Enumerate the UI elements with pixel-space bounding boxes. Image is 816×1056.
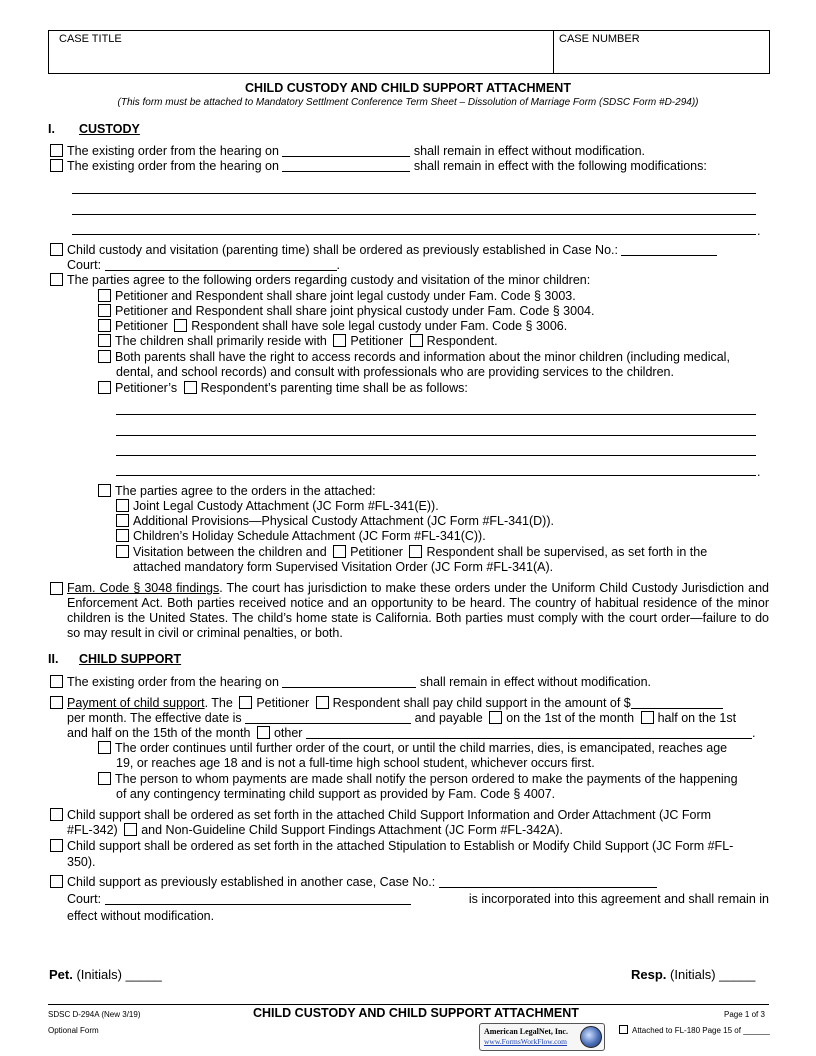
attached-to-fl180: Attached to FL-180 Page 15 of ______ xyxy=(619,1025,770,1035)
support-info-attachment-cont: #FL-342) and Non-Guideline Child Support Findings Attachment (JC Form #FL-342A). xyxy=(67,823,563,837)
checkbox[interactable] xyxy=(184,381,197,394)
support-stipulation-cont: 350). xyxy=(67,855,96,869)
case-number-label: CASE NUMBER xyxy=(559,33,640,45)
checkbox[interactable] xyxy=(50,808,63,821)
order-continues-cont: 19, or reaches age 18 and is not a full-time high school student, whichever occurs first. xyxy=(116,756,595,770)
form-subtitle: (This form must be attached to Mandatory Settlment Conference Term Sheet – Dissolution of Marriage Form (SDSC Form #D-294)) xyxy=(117,97,699,108)
support-info-attachment: Child support shall be ordered as set forth in the attached Child Support Information and Order Attachment (JC Form xyxy=(50,808,711,823)
custody-previous-case: Child custody and visitation (parenting time) shall be ordered as previously established in Case No.: xyxy=(50,243,717,258)
option-records-access: Both parents shall have the right to access records and information about the minor children (including medical, xyxy=(98,350,730,365)
attached-joint-legal: Joint Legal Custody Attachment (JC Form #FL-341(E)). xyxy=(116,499,439,514)
american-legalnet-logo[interactable]: American LegalNet, Inc. www.FormsWorkFlow.com xyxy=(479,1023,605,1051)
globe-icon xyxy=(580,1026,602,1048)
checkbox[interactable] xyxy=(50,144,63,157)
modification-line[interactable] xyxy=(72,234,756,235)
checkbox[interactable] xyxy=(50,243,63,256)
support-hearing-unmodified: The existing order from the hearing on shall remain in effect without modification. xyxy=(50,675,651,690)
checkbox[interactable] xyxy=(50,582,63,595)
checkbox[interactable] xyxy=(409,545,422,558)
custody-court-row: Court: . xyxy=(67,258,341,272)
custody-parties-agree: The parties agree to the following orders regarding custody and visitation of the minor children: xyxy=(50,273,590,288)
case-header-box xyxy=(48,30,770,74)
section-heading-child-support: CHILD SUPPORT xyxy=(79,652,182,666)
section-number: II. xyxy=(48,652,59,666)
checkbox[interactable] xyxy=(333,334,346,347)
notify-payor: The person to whom payments are made shall notify the person ordered to make the payments of the happening xyxy=(98,772,738,787)
footer-page: Page 1 of 3 xyxy=(724,1010,765,1019)
attached-additional-provisions: Additional Provisions—Physical Custody Attachment (JC Form #FL-341(D)). xyxy=(116,514,554,529)
payment-half-fifteenth-row: and half on the 15th of the month other . xyxy=(67,726,756,740)
fam-code-3048-findings: Fam. Code § 3048 findings. The court has jurisdiction to make these orders under the Uniform Child Custody Jurisdiction and Enforcement Act. Both parties received notice and an opportunity to be heard. The country of habitual residence of the minor children is the United States. The child’s home state is California. Both parties must comply with the court order—failure to do so may result in civil or criminal penalties, or both. xyxy=(67,581,770,640)
checkbox[interactable] xyxy=(98,334,111,347)
payment-of-child-support: Payment of child support. The Petitioner Respondent shall pay child support in the amount of $ xyxy=(50,696,723,711)
checkbox[interactable] xyxy=(50,875,63,888)
checkbox[interactable] xyxy=(98,304,111,317)
payment-effective-date-row: per month. The effective date is and payable on the 1st of the month half on the 1st xyxy=(67,711,737,725)
checkbox[interactable] xyxy=(98,484,111,497)
checkbox[interactable] xyxy=(98,350,111,363)
checkbox[interactable] xyxy=(50,273,63,286)
notify-payor-cont: of any contingency terminating child support as provided by Fam. Code § 4007. xyxy=(116,787,556,801)
checkbox[interactable] xyxy=(316,696,329,709)
order-continues: The order continues until further order of the court, or until the child marries, dies, is emancipated, reaches age xyxy=(98,741,727,756)
parenting-time-line[interactable] xyxy=(116,414,756,415)
custody-hearing-modified: The existing order from the hearing on shall remain in effect with the following modifications: xyxy=(50,159,707,174)
option-sole-legal: Petitioner Respondent shall have sole legal custody under Fam. Code § 3006. xyxy=(98,319,567,334)
footer-form-code: SDSC D-294A (New 3/19) xyxy=(48,1010,141,1019)
checkbox[interactable] xyxy=(116,514,129,527)
parenting-time-line[interactable] xyxy=(116,435,756,436)
records-access-cont: dental, and school records) and consult with professionals who are providing services to the children. xyxy=(116,365,674,379)
checkbox[interactable] xyxy=(257,726,270,739)
checkbox[interactable] xyxy=(174,319,187,332)
attached-holiday-schedule: Children’s Holiday Schedule Attachment (JC Form #FL-341(C)). xyxy=(116,529,486,544)
support-stipulation: Child support shall be ordered as set forth in the attached Stipulation to Establish or Modify Child Support (JC Form #FL- xyxy=(50,839,733,854)
parenting-time-line[interactable] xyxy=(116,455,756,456)
checkbox[interactable] xyxy=(116,529,129,542)
custody-hearing-unmodified: The existing order from the hearing on shall remain in effect without modification. xyxy=(50,144,645,159)
attached-supervised-visitation: Visitation between the children and Petitioner Respondent shall be supervised, as set forth in the xyxy=(116,545,769,560)
footer-optional: Optional Form xyxy=(48,1026,99,1035)
checkbox[interactable] xyxy=(50,159,63,172)
case-title-label: CASE TITLE xyxy=(59,33,122,45)
section-heading-custody: CUSTODY xyxy=(79,122,140,136)
checkbox[interactable] xyxy=(116,545,129,558)
section-number: I. xyxy=(48,122,55,136)
checkbox[interactable] xyxy=(98,741,111,754)
checkbox[interactable] xyxy=(98,289,111,302)
checkbox[interactable] xyxy=(410,334,423,347)
checkbox[interactable] xyxy=(50,696,63,709)
footer-title: CHILD CUSTODY AND CHILD SUPPORT ATTACHMENT xyxy=(253,1006,579,1020)
support-court-row: Court: is incorporated into this agreement and shall remain in xyxy=(67,892,769,906)
form-title: CHILD CUSTODY AND CHILD SUPPORT ATTACHMENT xyxy=(245,81,571,95)
option-parenting-time: Petitioner’s Respondent’s parenting time shall be as follows: xyxy=(98,381,468,396)
checkbox[interactable] xyxy=(124,823,137,836)
footer-divider xyxy=(48,1004,769,1005)
checkbox[interactable] xyxy=(98,772,111,785)
respondent-initials[interactable]: Resp. (Initials) _____ xyxy=(631,967,756,982)
petitioner-initials[interactable]: Pet. (Initials) _____ xyxy=(49,967,162,982)
checkbox[interactable] xyxy=(333,545,346,558)
support-effect-line: effect without modification. xyxy=(67,909,215,923)
option-joint-legal: Petitioner and Respondent shall share joint legal custody under Fam. Code § 3003. xyxy=(98,289,576,304)
checkbox[interactable] xyxy=(98,319,111,332)
checkbox[interactable] xyxy=(98,381,111,394)
option-joint-physical: Petitioner and Respondent shall share joint physical custody under Fam. Code § 3004. xyxy=(98,304,594,319)
modification-line[interactable] xyxy=(72,193,756,194)
checkbox[interactable] xyxy=(50,839,63,852)
supervised-visitation-cont: attached mandatory form Supervised Visitation Order (JC Form #FL-341(A). xyxy=(133,560,554,574)
support-previous-case: Child support as previously established in another case, Case No.: xyxy=(50,875,657,890)
checkbox[interactable] xyxy=(239,696,252,709)
parenting-time-line[interactable] xyxy=(116,475,756,476)
modification-line[interactable] xyxy=(72,214,756,215)
attached-orders-intro: The parties agree to the orders in the attached: xyxy=(98,484,376,499)
checkbox[interactable] xyxy=(116,499,129,512)
checkbox[interactable] xyxy=(619,1025,628,1034)
option-primary-residence: The children shall primarily reside with Petitioner Respondent. xyxy=(98,334,498,349)
checkbox[interactable] xyxy=(489,711,502,724)
checkbox[interactable] xyxy=(50,675,63,688)
checkbox[interactable] xyxy=(641,711,654,724)
